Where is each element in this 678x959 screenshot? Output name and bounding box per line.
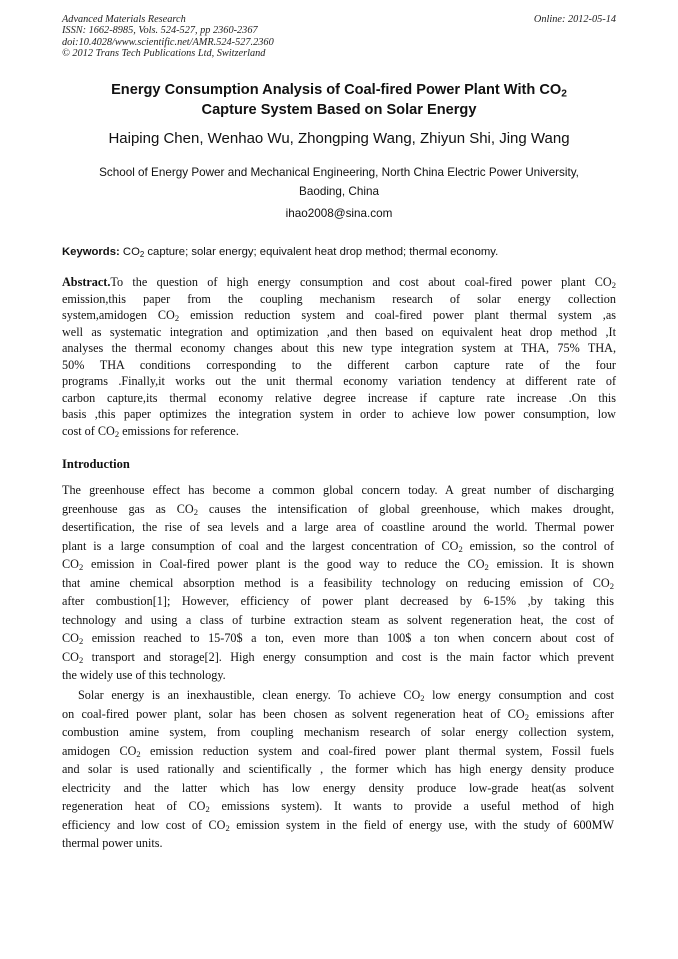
page-header bbox=[62, 14, 616, 60]
intro-paragraph-2: Solar energy is an inexhaustible, clean energy. To achieve $CO_2$ low energy consumption and cost on coal-fired power plant, solar has been chosen as solvent regeneration heat of $CO_2$ emissions after combustion amine system, from coupling mechanism research of solar energy collection system, amidogen $CO_2$ emission reduction system and coal-fired power plant thermal system, Fossil fuels and solar is used rationally and scientifically , the former which has high energy density produce electricity and the latter which has low energy density produce low-grade heat(as solvent regeneration heat of $CO_2$ emissions system). It wants to provide a useful method of high efficiency and low cost of $CO_2$ emission system in the field of energy use, with the study of 600MW thermal power units. bbox=[62, 688, 614, 850]
author-email: ihao2008@sina.com bbox=[285, 207, 393, 220]
copyright-line: © 2012 Trans Tech Publications Ltd, Switzerland bbox=[62, 48, 266, 60]
intro-paragraph-1: The greenhouse effect has become a common global concern today. A great number of discharging greenhouse gas as $CO_2$ causes the intensification of global greenhouse, which makes drought, desertification, the rise of sea levels and a large area of coastline around the world. Thermal power plant is a large consumption of coal and the largest concentration of $CO_2$ emission, so the control of $CO_2$ emission in Coal-fired power plant is the good way to reduce the $CO_2$ emission. It is shown that amine chemical absorption method is a feasibility technology on reducing emission of $CO_2$ after combustion[1]; However, efficiency of power plant decreased by 6-15% ,by taking this technology and using a class of turbine extraction steam as solvent regeneration heat, the cost of $CO_2$ emission reached to 15-70$ a ton, even more than 100$ a ton when concern about cost of $CO_2$ transport and storage[2]. High energy consumption and cost is the main factor which prevent the widely use of this technology. bbox=[62, 483, 615, 682]
issn-line: ISSN: 1662-8985, Vols. 524-527, pp 2360-2367 bbox=[62, 25, 258, 37]
section-heading-introduction: Introduction bbox=[62, 457, 130, 471]
affiliation: School of Energy Power and Mechanical Engineering, North China Electric Power University, Baoding, China bbox=[99, 166, 579, 198]
paper-title: Energy Consumption Analysis of Coal-fired Power Plant With $CO_2$ Capture System Based on Solar Energy bbox=[111, 82, 567, 118]
abstract: Abstract.To the question of high energy consumption and cost about coal-fired power plant $CO_2$ emission,this paper from the coupling mechanism research of solar energy collection system,amidogen $CO_2$ emission reduction system and coal-fired power plant thermal system ,as well as systematic integration and optimization ,and then based on equivalent heat drop method ,It analyses the thermal economy changes about this new type integration system at THA, 75% THA, 50% THA conditions corresponding to the different carbon capture rate of the four programs .Finally,it works out the unit thermal economy variation tendency at different rate of carbon capture,its thermal economy relative degree increase if capture rate increase .On this basis ,this paper optimizes the integration system in order to achieve low power consumption, low cost of $CO_2$ emissions for reference. bbox=[62, 275, 616, 439]
online-date: Online: 2012-05-14 bbox=[533, 14, 616, 25]
doi-line: doi:10.4028/www.scientific.net/AMR.524-527.2360 bbox=[62, 36, 274, 48]
keywords: Keywords: $CO_2$ capture; solar energy; equivalent heat drop method; thermal economy. bbox=[62, 246, 499, 259]
author-list: Haiping Chen, Wenhao Wu, Zhongping Wang, Zhiyun Shi, Jing Wang bbox=[108, 130, 570, 147]
keywords-label: Keywords: bbox=[62, 246, 120, 258]
abstract-label: Abstract. bbox=[62, 275, 111, 289]
journal-name: Advanced Materials Research bbox=[62, 14, 186, 25]
